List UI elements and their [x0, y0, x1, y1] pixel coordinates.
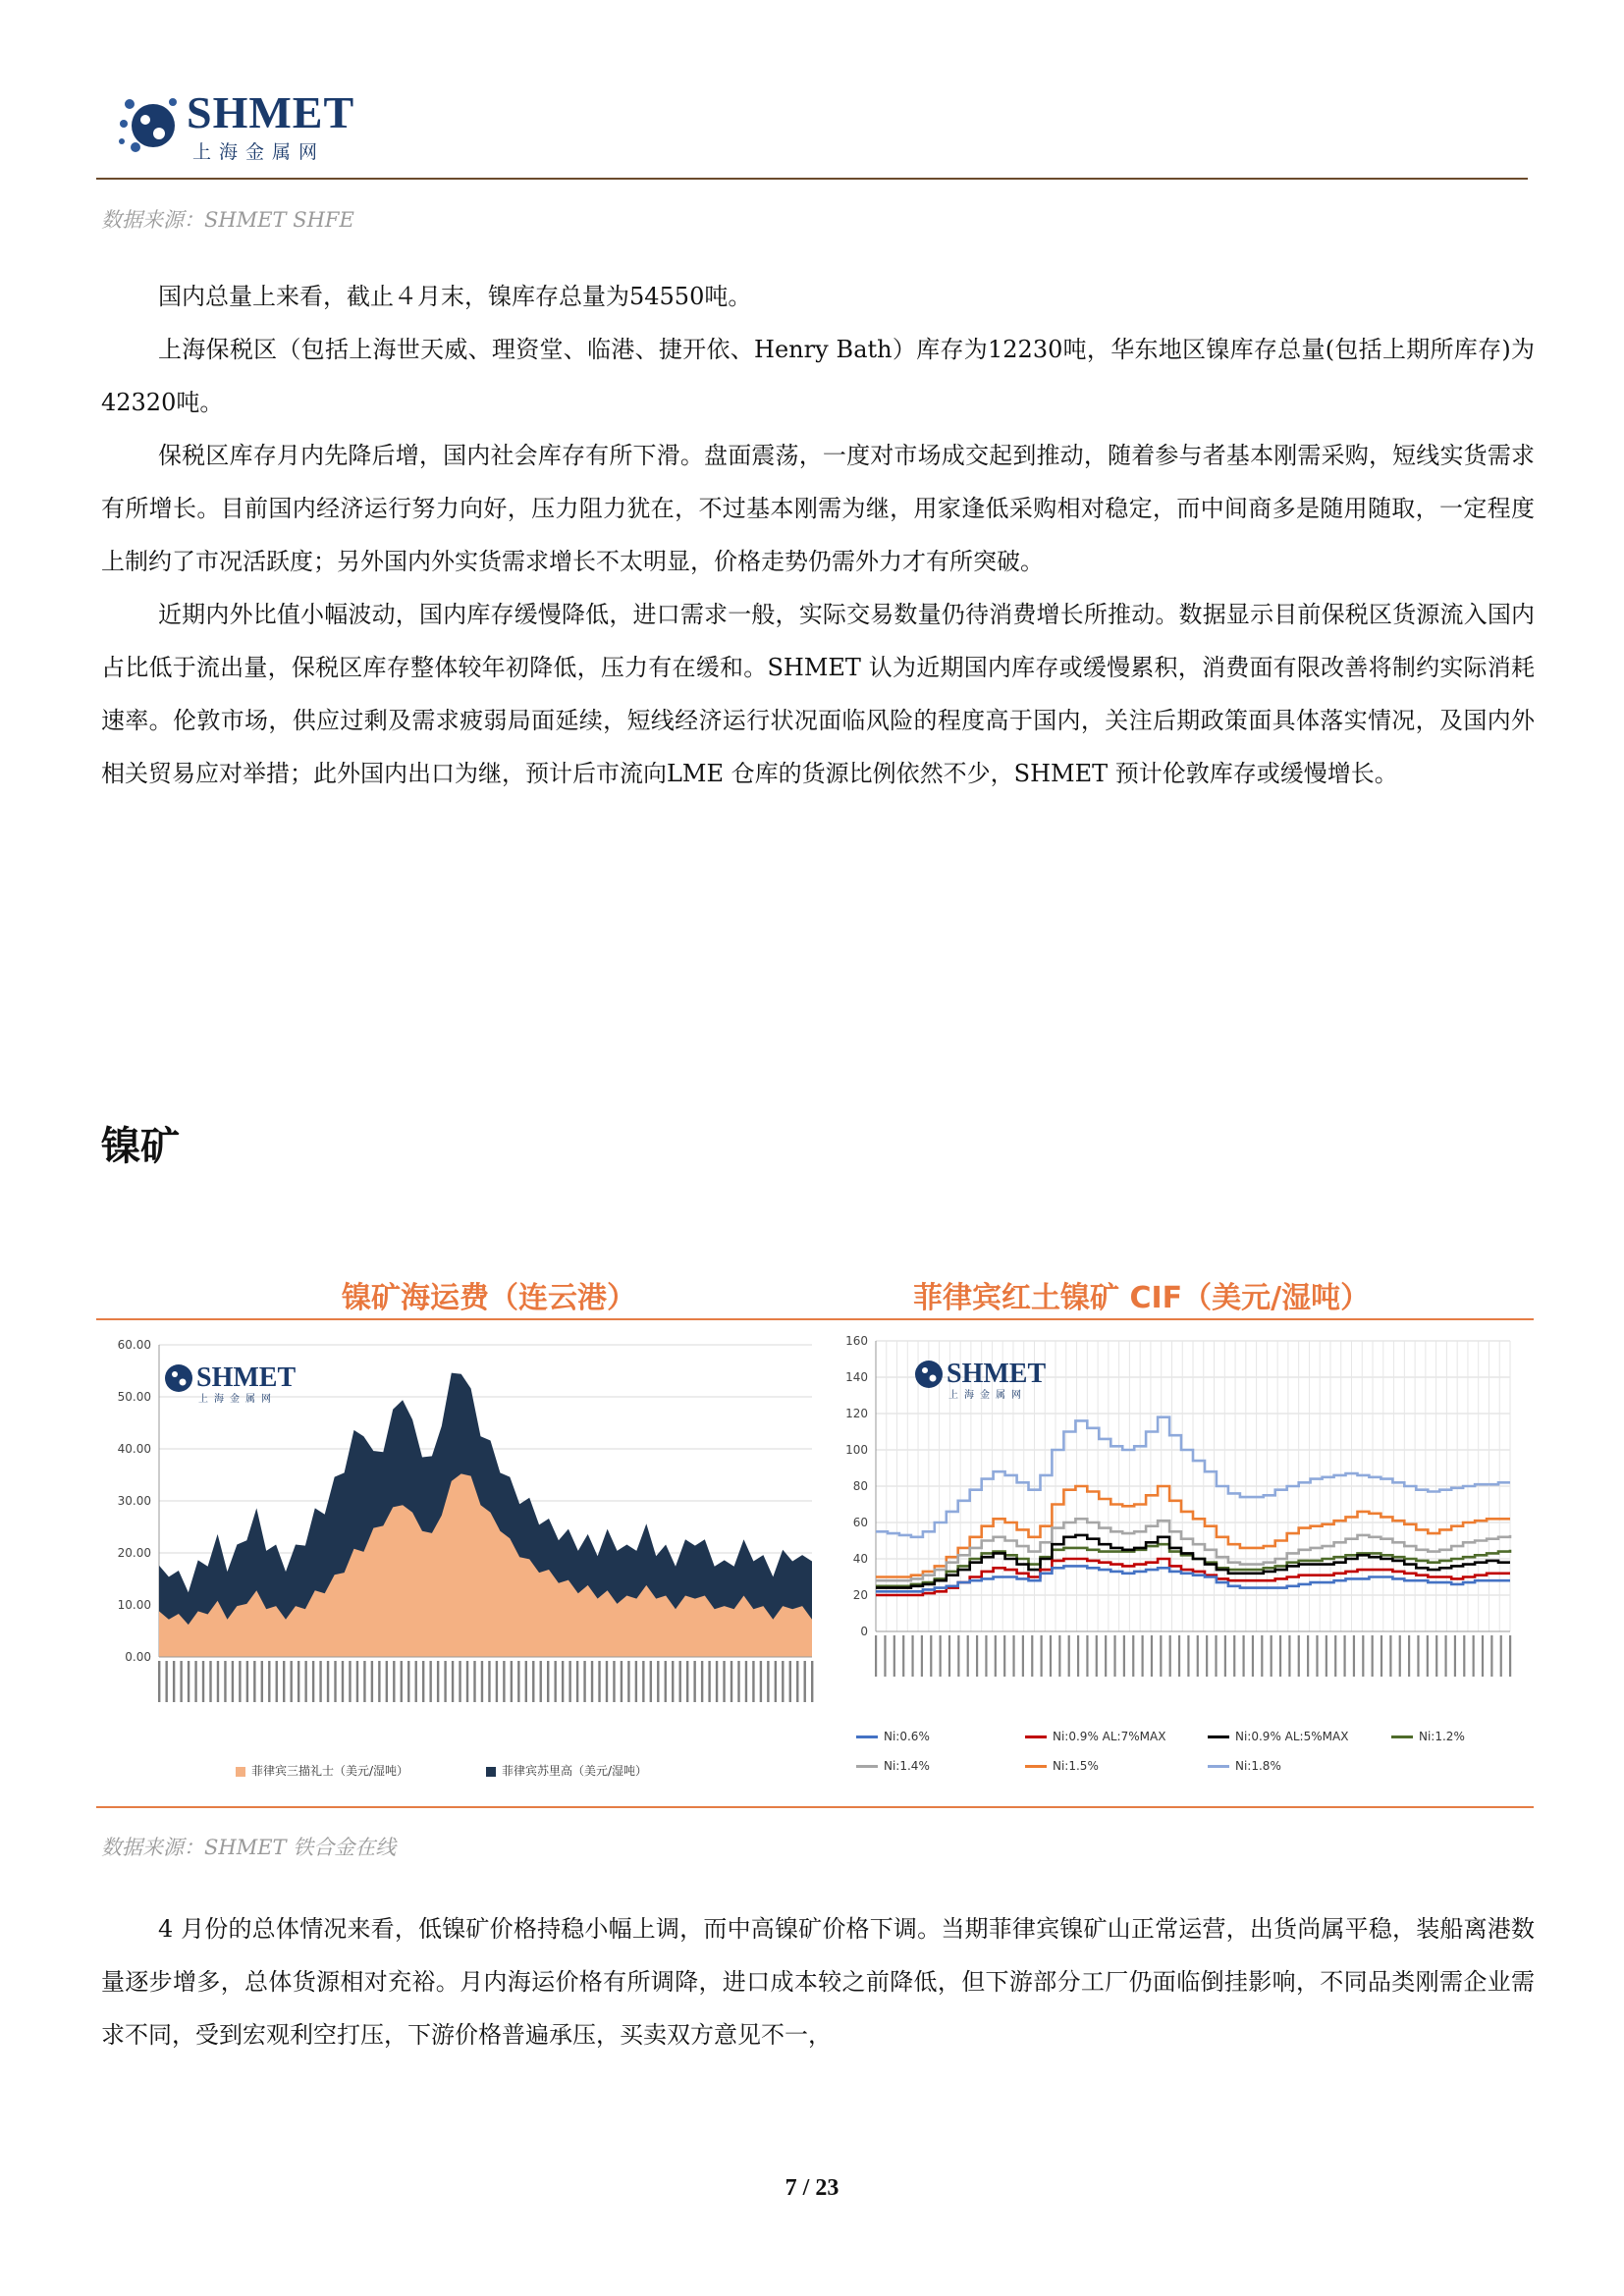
x-tick-mark	[1261, 1635, 1263, 1677]
legend-item	[236, 1762, 408, 1779]
x-tick-mark	[1169, 1635, 1171, 1677]
x-tick-mark	[503, 1661, 505, 1702]
x-tick-mark	[745, 1661, 747, 1702]
x-tick-mark	[488, 1661, 490, 1702]
x-tick-mark	[1160, 1635, 1162, 1677]
y-tick-label: 120	[845, 1407, 868, 1420]
x-tick-mark	[239, 1661, 241, 1702]
x-tick-mark	[554, 1661, 556, 1702]
x-tick-mark	[627, 1661, 629, 1702]
x-tick-mark	[473, 1661, 475, 1702]
y-tick-label: 10.00	[117, 1598, 151, 1612]
x-tick-mark	[583, 1661, 585, 1702]
x-tick-mark	[657, 1661, 659, 1702]
x-tick-mark	[1427, 1635, 1429, 1677]
x-tick-mark	[1417, 1635, 1419, 1677]
x-tick-mark	[591, 1661, 593, 1702]
x-tick-mark	[1288, 1635, 1290, 1677]
legend-label: Ni:1.2%	[1419, 1730, 1465, 1743]
x-tick-mark	[686, 1661, 688, 1702]
x-tick-mark	[1463, 1635, 1465, 1677]
x-tick-mark	[393, 1661, 395, 1702]
x-tick-mark	[1316, 1635, 1318, 1677]
x-tick-mark	[1197, 1635, 1199, 1677]
x-tick-mark	[598, 1661, 600, 1702]
x-tick-mark	[459, 1661, 460, 1702]
x-tick-mark	[371, 1661, 373, 1702]
x-tick-mark	[613, 1661, 615, 1702]
x-tick-mark	[407, 1661, 409, 1702]
legend-swatch	[856, 1735, 878, 1738]
x-tick-mark	[209, 1661, 211, 1702]
y-tick-label: 40	[852, 1552, 868, 1566]
x-tick-mark	[246, 1661, 248, 1702]
x-tick-mark	[1003, 1635, 1005, 1677]
x-tick-mark	[957, 1635, 959, 1677]
legend-swatch	[1391, 1735, 1413, 1738]
x-tick-mark	[547, 1661, 549, 1702]
x-tick-mark	[796, 1661, 798, 1702]
x-tick-mark	[1242, 1635, 1244, 1677]
x-tick-mark	[672, 1661, 674, 1702]
x-tick-mark	[679, 1661, 681, 1702]
x-tick-mark	[1271, 1635, 1272, 1677]
x-tick-mark	[342, 1661, 344, 1702]
x-tick-mark	[1482, 1635, 1484, 1677]
x-tick-mark	[1096, 1635, 1098, 1677]
x-tick-mark	[1022, 1635, 1024, 1677]
x-tick-mark	[232, 1661, 234, 1702]
legend-swatch	[486, 1767, 496, 1777]
y-tick-label: 0.00	[125, 1650, 151, 1664]
x-tick-mark	[1252, 1635, 1254, 1677]
x-tick-mark	[517, 1661, 519, 1702]
x-tick-mark	[708, 1661, 710, 1702]
x-tick-mark	[180, 1661, 182, 1702]
x-tick-mark	[1041, 1635, 1043, 1677]
legend-item	[1208, 1730, 1348, 1743]
x-tick-mark	[1215, 1635, 1217, 1677]
x-tick-mark	[386, 1661, 388, 1702]
y-tick-label: 60	[852, 1516, 868, 1529]
legend-swatch	[1025, 1765, 1047, 1768]
x-tick-mark	[760, 1661, 762, 1702]
x-tick-mark	[967, 1635, 969, 1677]
nickel-ore-text	[101, 1902, 1535, 2061]
x-tick-mark	[976, 1635, 978, 1677]
logo-text: SHMET	[187, 87, 355, 137]
x-tick-mark	[1058, 1635, 1060, 1677]
x-tick-mark	[775, 1661, 777, 1702]
svg-text:SHMET: SHMET	[947, 1359, 1047, 1389]
x-tick-mark	[693, 1661, 695, 1702]
x-tick-mark	[429, 1661, 431, 1702]
legend-label: Ni:0.9% AL:7%MAX	[1053, 1730, 1166, 1743]
legend-swatch	[1025, 1735, 1047, 1738]
x-tick-mark	[224, 1661, 226, 1702]
x-tick-mark	[911, 1635, 913, 1677]
x-tick-mark	[1500, 1635, 1502, 1677]
legend-label: Ni:0.6%	[884, 1730, 930, 1743]
chart-logo	[165, 1362, 296, 1405]
x-tick-mark	[466, 1661, 468, 1702]
x-tick-mark	[1298, 1635, 1300, 1677]
x-tick-mark	[804, 1661, 806, 1702]
x-tick-mark	[995, 1635, 997, 1677]
legend-label: Ni:1.4%	[884, 1759, 930, 1773]
page-number: 7 / 23	[785, 2175, 839, 2201]
x-tick-mark	[1113, 1635, 1115, 1677]
x-tick-mark	[1334, 1635, 1336, 1677]
svg-text:上海金属网: 上海金属网	[948, 1390, 1027, 1401]
x-tick-mark	[304, 1661, 306, 1702]
x-tick-mark	[621, 1661, 623, 1702]
x-tick-mark	[437, 1661, 439, 1702]
x-tick-mark	[1132, 1635, 1134, 1677]
paragraph: 保税区库存月内先降后增，国内社会库存有所下滑。盘面震荡，一度对市场成交起到推动，随着参与者基本刚需采购，短线实货需求有所增长。目前国内经济运行努力向好，压力阻力犹在，不过基本刚需为继，用家逢低采购相对稳定，而中间商多是随用随取，一定程度上制约了市况活跃度；另外国内外实货需求增长不太明显，价格走势仍需外力才有所突破。	[101, 442, 1535, 575]
x-tick-mark	[1279, 1635, 1281, 1677]
x-tick-mark	[290, 1661, 292, 1702]
x-tick-mark	[194, 1661, 196, 1702]
x-tick-mark	[642, 1661, 644, 1702]
x-tick-mark	[1326, 1635, 1327, 1677]
x-tick-mark	[1178, 1635, 1180, 1677]
legend-label: 菲律宾苏里高（美元/湿吨）	[502, 1764, 648, 1778]
x-tick-mark	[363, 1661, 365, 1702]
x-tick-mark	[902, 1635, 904, 1677]
x-tick-mark	[701, 1661, 703, 1702]
legend-label: Ni:0.9% AL:5%MAX	[1235, 1730, 1349, 1743]
x-tick-mark	[349, 1661, 351, 1702]
legend-label: Ni:1.5%	[1053, 1759, 1099, 1773]
y-tick-label: 50.00	[117, 1390, 151, 1404]
x-tick-mark	[723, 1661, 725, 1702]
x-tick-mark	[576, 1661, 578, 1702]
y-tick-label: 60.00	[117, 1338, 151, 1352]
x-tick-mark	[283, 1661, 285, 1702]
header-logo	[116, 84, 410, 163]
x-tick-mark	[1353, 1635, 1355, 1677]
x-tick-mark	[921, 1635, 923, 1677]
x-tick-mark	[1343, 1635, 1345, 1677]
source-note-top: 数据来源：SHMET SHFE	[101, 208, 354, 232]
x-tick-mark	[893, 1635, 895, 1677]
x-tick-mark	[261, 1661, 263, 1702]
x-tick-mark	[1509, 1635, 1511, 1677]
chart-frame-top	[96, 1318, 1534, 1320]
header-rule	[96, 178, 1528, 180]
svg-text:上海金属网: 上海金属网	[198, 1394, 277, 1405]
x-tick-mark	[752, 1661, 754, 1702]
x-tick-mark	[378, 1661, 380, 1702]
x-tick-mark	[1105, 1635, 1107, 1677]
chart-frame-bottom	[96, 1806, 1534, 1808]
x-tick-mark	[1454, 1635, 1456, 1677]
x-tick-mark	[767, 1661, 769, 1702]
x-tick-mark	[716, 1661, 718, 1702]
y-tick-label: 20	[852, 1588, 868, 1602]
x-tick-mark	[940, 1635, 942, 1677]
y-tick-label: 80	[852, 1479, 868, 1493]
x-tick-mark	[1187, 1635, 1189, 1677]
x-tick-mark	[1068, 1635, 1070, 1677]
legend-swatch	[1208, 1765, 1229, 1768]
x-tick-mark	[452, 1661, 454, 1702]
svg-text:SHMET: SHMET	[196, 1362, 297, 1393]
x-tick-mark	[789, 1661, 791, 1702]
x-tick-mark	[525, 1661, 527, 1702]
x-tick-mark	[165, 1661, 167, 1702]
x-tick-mark	[1077, 1635, 1079, 1677]
x-tick-mark	[650, 1661, 652, 1702]
x-tick-mark	[1151, 1635, 1153, 1677]
y-tick-label: 0	[860, 1625, 868, 1638]
x-tick-mark	[1490, 1635, 1492, 1677]
paragraph: 国内总量上来看，截止４月末，镍库存总量为54550吨。	[158, 283, 752, 310]
x-tick-mark	[496, 1661, 498, 1702]
chart-title-cif: 菲律宾红土镍矿 CIF（美元/湿吨）	[913, 1281, 1371, 1315]
x-tick-mark	[568, 1661, 570, 1702]
x-tick-mark	[540, 1661, 542, 1702]
legend-swatch	[236, 1767, 245, 1777]
x-tick-mark	[1399, 1635, 1401, 1677]
x-tick-mark	[188, 1661, 189, 1702]
x-tick-mark	[1408, 1635, 1410, 1677]
x-tick-mark	[532, 1661, 534, 1702]
x-tick-mark	[444, 1661, 446, 1702]
x-tick-mark	[312, 1661, 314, 1702]
y-tick-label: 20.00	[117, 1546, 151, 1560]
x-tick-mark	[202, 1661, 204, 1702]
x-tick-mark	[1012, 1635, 1014, 1677]
x-tick-mark	[1435, 1635, 1437, 1677]
x-tick-mark	[1050, 1635, 1052, 1677]
x-tick-mark	[334, 1661, 336, 1702]
x-tick-mark	[875, 1635, 877, 1677]
chart-cif	[835, 1327, 1532, 1730]
x-tick-mark	[731, 1661, 732, 1702]
chart-freight	[98, 1327, 825, 1789]
x-tick-mark	[562, 1661, 564, 1702]
legend-swatch	[856, 1765, 878, 1768]
x-tick-mark	[1389, 1635, 1391, 1677]
x-tick-mark	[217, 1661, 219, 1702]
x-tick-mark	[1380, 1635, 1382, 1677]
y-tick-label: 30.00	[117, 1494, 151, 1508]
x-tick-mark	[401, 1661, 403, 1702]
x-tick-mark	[1031, 1635, 1033, 1677]
x-tick-mark	[415, 1661, 417, 1702]
x-tick-mark	[173, 1661, 175, 1702]
x-tick-mark	[737, 1661, 739, 1702]
x-tick-mark	[158, 1661, 160, 1702]
x-tick-mark	[1473, 1635, 1475, 1677]
x-tick-mark	[422, 1661, 424, 1702]
x-tick-mark	[606, 1661, 608, 1702]
x-tick-mark	[327, 1661, 329, 1702]
x-tick-mark	[1086, 1635, 1088, 1677]
chart-logo	[915, 1359, 1046, 1401]
inventory-text	[101, 270, 1535, 800]
x-tick-mark	[811, 1661, 813, 1702]
paragraph: 上海保税区（包括上海世天威、理资堂、临港、捷开依、Henry Bath）库存为12230吨，华东地区镍库存总量(包括上期所库存)为42320吨。	[101, 336, 1535, 416]
y-tick-label: 160	[845, 1334, 868, 1348]
y-tick-label: 100	[845, 1443, 868, 1457]
x-tick-mark	[1142, 1635, 1144, 1677]
x-tick-mark	[276, 1661, 278, 1702]
logo-icon	[116, 84, 185, 163]
legend-item	[486, 1762, 647, 1779]
x-tick-mark	[511, 1661, 513, 1702]
x-tick-mark	[298, 1661, 299, 1702]
y-tick-label: 140	[845, 1370, 868, 1384]
x-tick-mark	[1444, 1635, 1446, 1677]
x-tick-mark	[356, 1661, 358, 1702]
x-tick-mark	[1233, 1635, 1235, 1677]
logo-subtitle: 上海金属网	[192, 141, 326, 163]
x-tick-mark	[948, 1635, 950, 1677]
x-tick-mark	[1362, 1635, 1364, 1677]
x-tick-mark	[481, 1661, 483, 1702]
x-tick-mark	[665, 1661, 667, 1702]
paragraph: 4 月份的总体情况来看，低镍矿价格持稳小幅上调，而中高镍矿价格下调。当期菲律宾镍矿山正常运营，出货尚属平稳，装船离港数量逐步增多，总体货源相对充裕。月内海运价格有所调降，进口成本较之前降低，但下游部分工厂仍面临倒挂影响，不同品类刚需企业需求不同，受到宏观利空打压，下游价格普遍承压，买卖双方意见不一，	[101, 1915, 1535, 2049]
y-tick-label: 40.00	[117, 1442, 151, 1456]
legend-item	[856, 1730, 930, 1743]
x-tick-mark	[782, 1661, 784, 1702]
x-tick-mark	[253, 1661, 255, 1702]
legend-label: 菲律宾三描礼士（美元/湿吨）	[251, 1764, 409, 1778]
legend-label: Ni:1.8%	[1235, 1759, 1281, 1773]
x-tick-mark	[319, 1661, 321, 1702]
x-tick-mark	[1307, 1635, 1309, 1677]
x-tick-mark	[268, 1661, 270, 1702]
legend-item	[856, 1759, 930, 1773]
x-tick-mark	[635, 1661, 637, 1702]
chart-title-freight: 镍矿海运费（连云港）	[342, 1281, 636, 1315]
x-tick-mark	[884, 1635, 886, 1677]
paragraph: 近期内外比值小幅波动，国内库存缓慢降低，进口需求一般，实际交易数量仍待消费增长所推动。数据显示目前保税区货源流入国内占比低于流出量，保税区库存整体较年初降低，压力有在缓和。SHMET 认为近期国内库存或缓慢累积，消费面有限改善将制约实际消耗速率。伦敦市场，供应过剩及需求疲弱局面延续，短线经济运行状况面临风险的程度高于国内，关注后期政策面具体落实情况，及国内外相关贸易应对举措；此外国内出口为继，预计后市流向LME 仓库的货源比例依然不少，SHMET 预计伦敦库存或缓慢增长。	[101, 601, 1535, 787]
legend-swatch	[1208, 1735, 1229, 1738]
legend-item	[1025, 1730, 1165, 1743]
legend-item	[1391, 1730, 1465, 1743]
source-note-bottom: 数据来源：SHMET 铁合金在线	[101, 1836, 397, 1859]
section-title: 镍矿	[101, 1124, 180, 1169]
x-tick-mark	[1372, 1635, 1374, 1677]
x-tick-mark	[930, 1635, 932, 1677]
cif-legend	[856, 1730, 1524, 1789]
legend-item	[1208, 1759, 1281, 1773]
x-tick-mark	[1224, 1635, 1226, 1677]
legend-item	[1025, 1759, 1099, 1773]
x-tick-mark	[1206, 1635, 1208, 1677]
x-tick-mark	[1123, 1635, 1125, 1677]
x-tick-mark	[985, 1635, 987, 1677]
